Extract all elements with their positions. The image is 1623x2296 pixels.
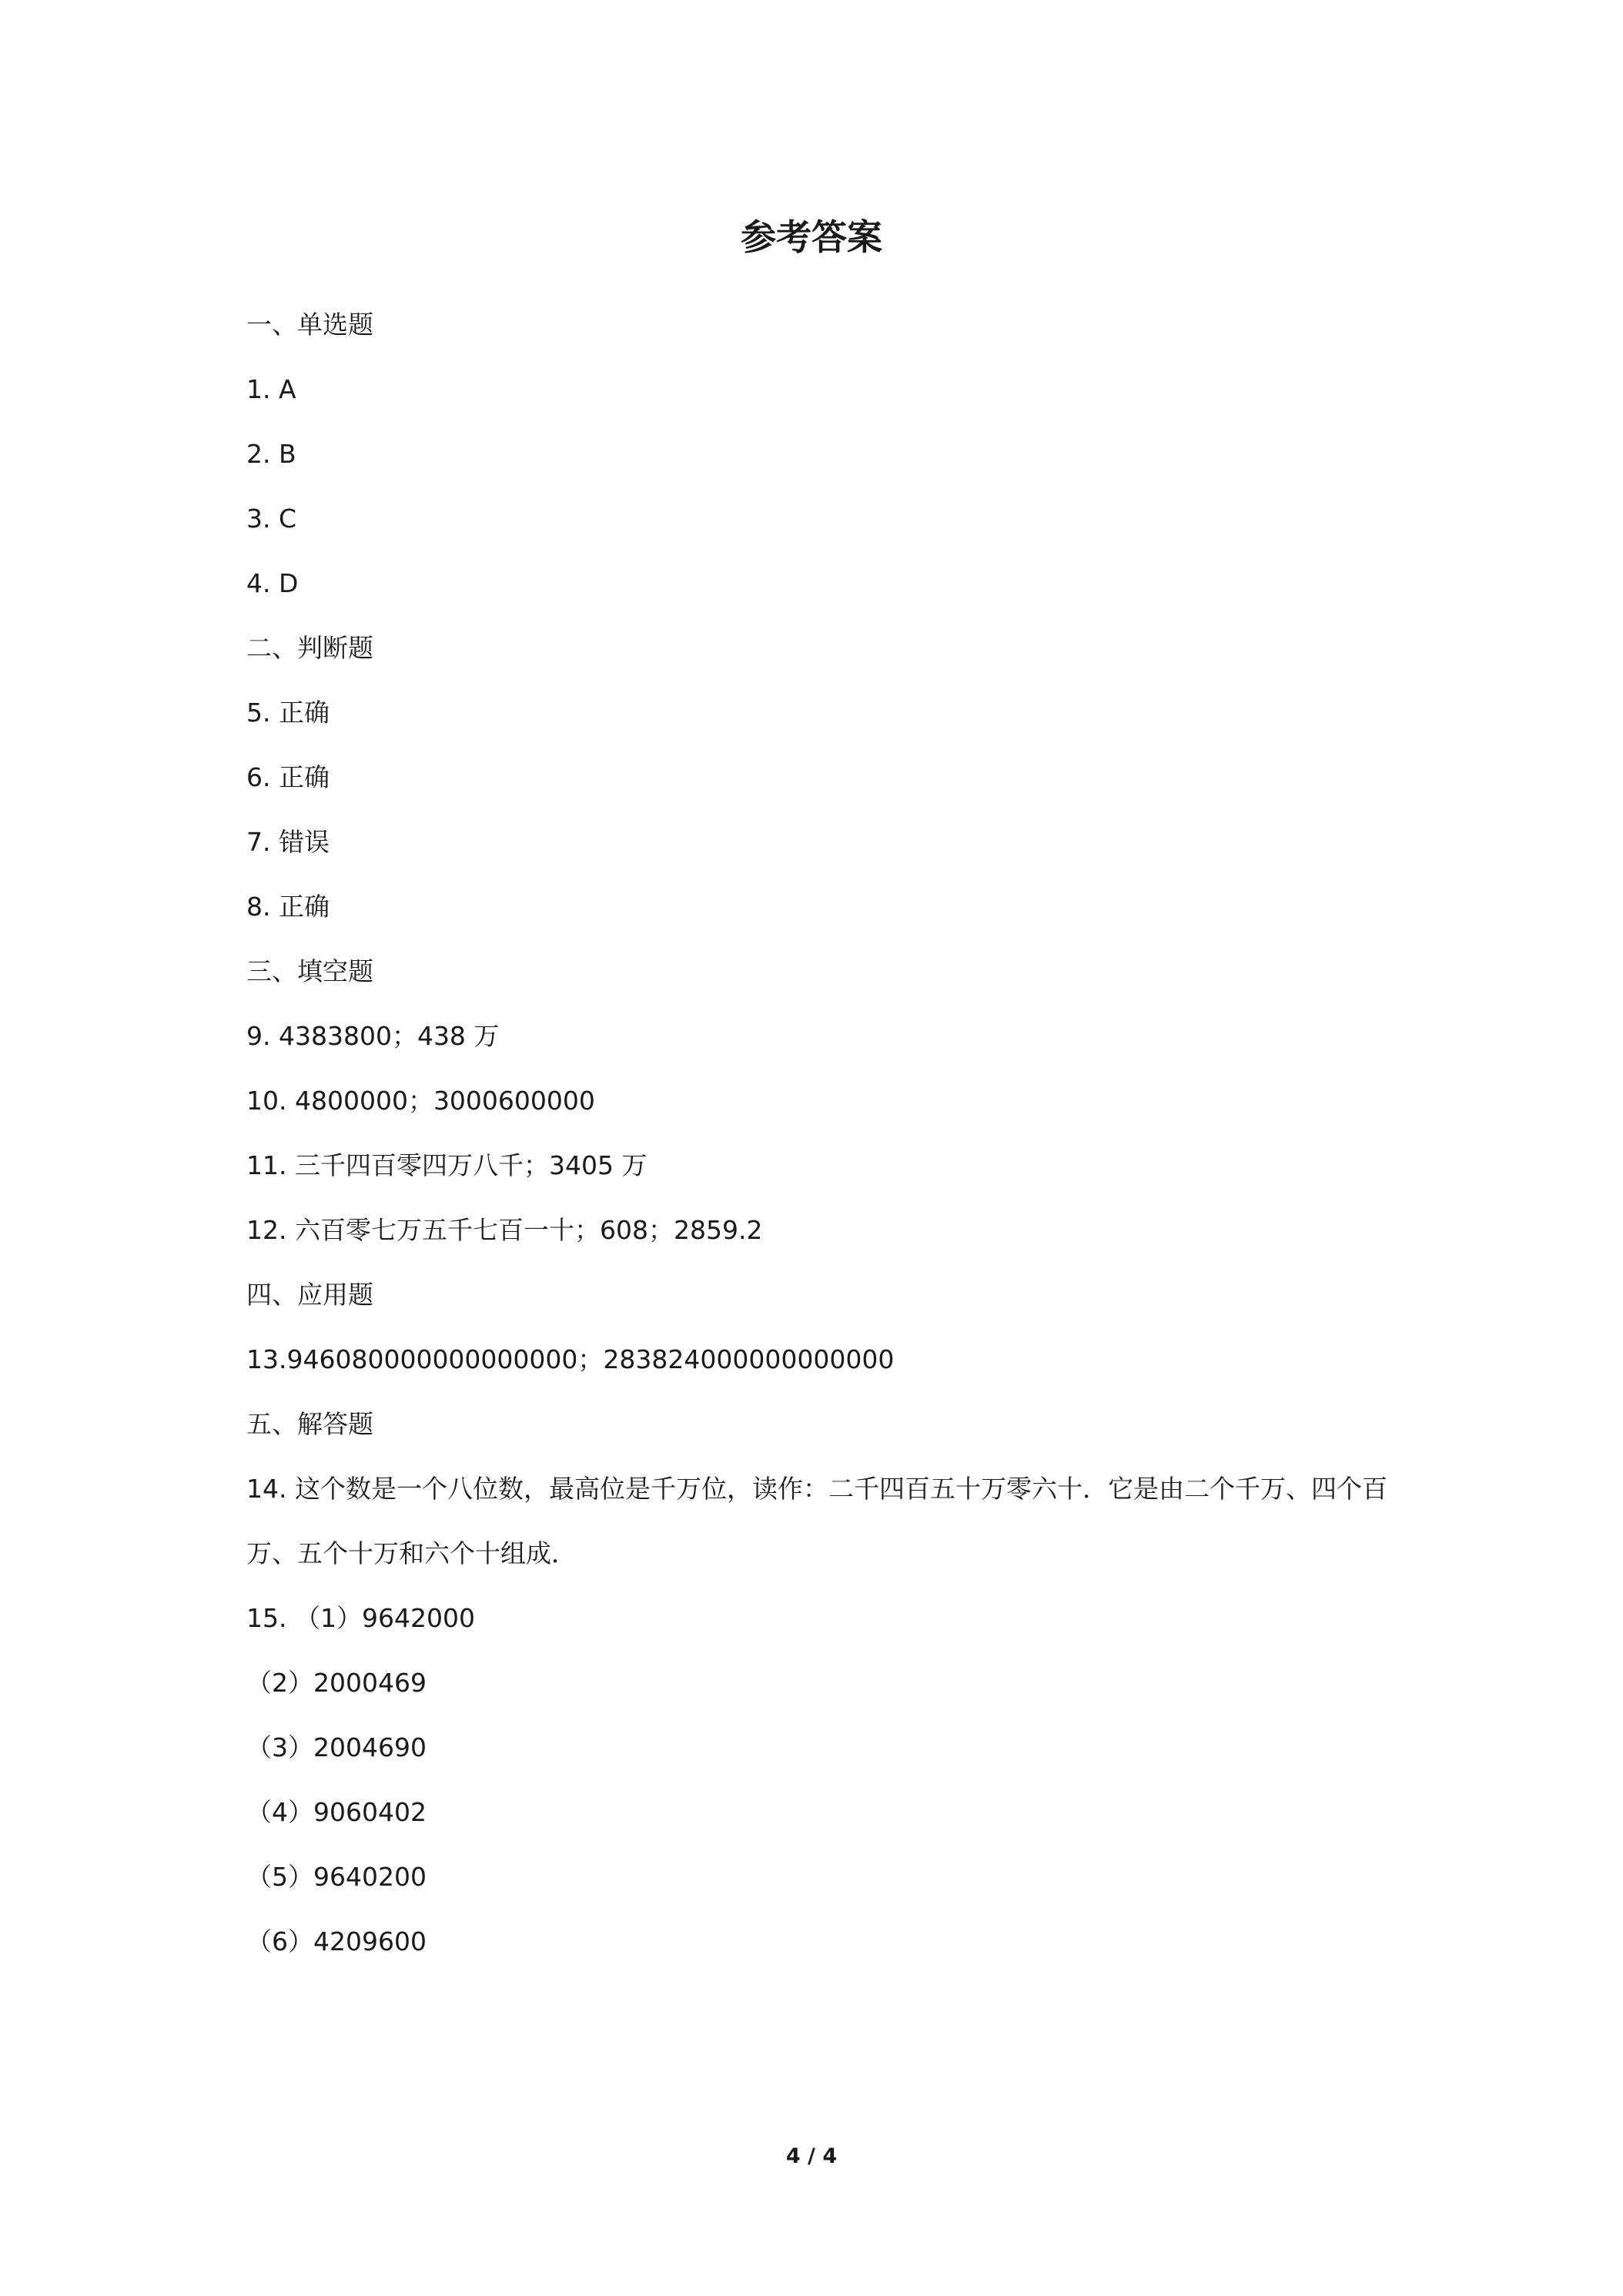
answer-item-12: 12. 六百零七万五千七百一十；608；2859.2 bbox=[246, 1215, 763, 1245]
page-number: 4 / 4 bbox=[785, 2144, 838, 2168]
answer-item-5: 5. 正确 bbox=[246, 698, 330, 728]
answer-item-14: 14. 这个数是一个八位数，最高位是千万位，读作：二千四百五十万零六十．它是由二个千万、四个百万、五个十万和六个十组成． bbox=[246, 1474, 1387, 1568]
section-heading-single-choice: 一、单选题 bbox=[246, 310, 373, 340]
answer-item-9: 9. 4383800；438 万 bbox=[246, 1021, 500, 1051]
section-heading-application: 四、应用题 bbox=[246, 1280, 373, 1310]
answer-item-1: 1. A bbox=[246, 374, 296, 404]
answer-item-4: 4. D bbox=[246, 568, 299, 598]
answer-item-13: 13.946080000000000000；283824000000000000 bbox=[246, 1344, 895, 1374]
answer-item-15-part-1: 15. （1）9642000 bbox=[246, 1603, 475, 1633]
answer-item-15-part-2: （2）2000469 bbox=[246, 1668, 427, 1698]
section-heading-solution: 五、解答题 bbox=[246, 1409, 373, 1439]
answer-item-15-part-5: （5）9640200 bbox=[246, 1862, 427, 1892]
answer-item-15-part-6: （6）4209600 bbox=[246, 1926, 427, 1956]
answer-list bbox=[246, 293, 1401, 1974]
answer-item-3: 3. C bbox=[246, 504, 297, 534]
answer-item-8: 8. 正确 bbox=[246, 892, 330, 922]
answer-item-15-part-3: （3）2004690 bbox=[246, 1732, 427, 1762]
answer-item-2: 2. B bbox=[246, 439, 296, 469]
answer-item-7: 7. 错误 bbox=[246, 827, 330, 857]
answer-item-10: 10. 4800000；3000600000 bbox=[246, 1086, 595, 1116]
answer-item-15-part-4: （4）9060402 bbox=[246, 1797, 427, 1827]
answer-item-6: 6. 正确 bbox=[246, 762, 330, 792]
section-heading-fill-blank: 三、填空题 bbox=[246, 956, 373, 986]
section-heading-true-false: 二、判断题 bbox=[246, 633, 373, 663]
page-title: 参考答案 bbox=[741, 216, 882, 258]
answer-item-11: 11. 三千四百零四万八千；3405 万 bbox=[246, 1150, 648, 1180]
